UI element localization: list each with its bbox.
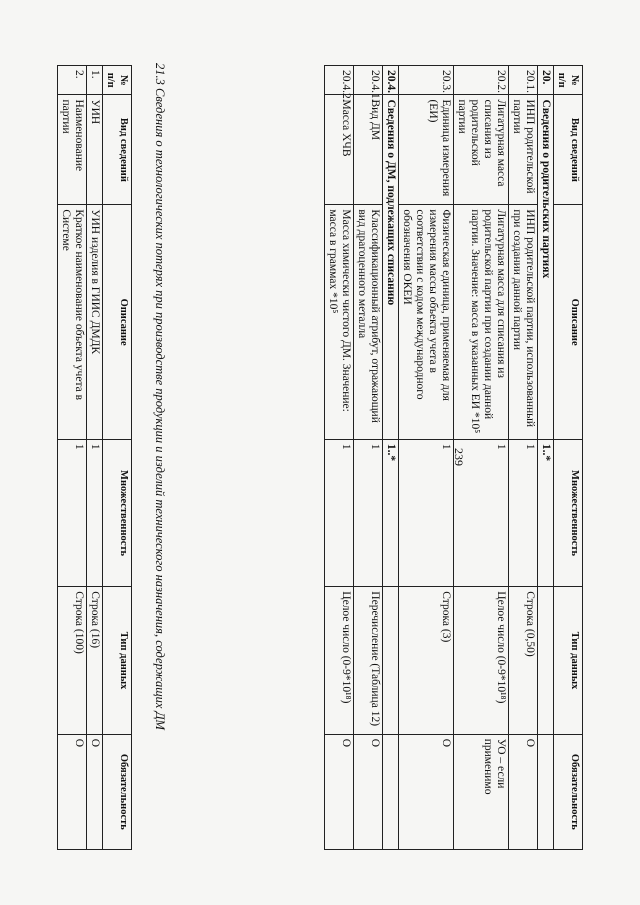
row-req xyxy=(538,734,554,849)
header-kind: Вид сведений xyxy=(554,95,583,205)
table-caption: 21.3 Сведения о технологических потерях при производстве продукции и изделий технического назначения, содержащих ДМ xyxy=(153,63,167,730)
row-num: 2. xyxy=(58,66,87,95)
section-title: Сведения о родительских партиях xyxy=(538,95,554,439)
row-mult: 1 xyxy=(509,439,538,586)
row-req: О xyxy=(58,734,87,849)
row-num: 20.4.1. xyxy=(354,66,383,95)
header-req: Обязательность xyxy=(554,734,583,849)
row-num: 20.4.2. xyxy=(325,66,354,95)
table-row xyxy=(538,66,554,850)
header-num: № п/п xyxy=(554,66,583,95)
header-desc: Описание xyxy=(554,205,583,440)
table-row xyxy=(87,66,103,850)
table-row xyxy=(399,66,454,850)
header-req: Обязательность xyxy=(103,734,132,849)
header-type: Тип данных xyxy=(103,587,132,734)
row-kind: ИНП родительской партии xyxy=(509,95,538,205)
page-number: 239 xyxy=(452,448,466,466)
row-type xyxy=(538,587,554,734)
row-num: 20.1. xyxy=(509,66,538,95)
row-desc: Лигатурная масса для списания из родительской партии при создании данной партии. Значение: масса в указанных ЕИ *10⁵ xyxy=(454,205,509,440)
row-num: 20.3. xyxy=(399,66,454,95)
section-title: Сведения о ДМ, подлежащих списанию xyxy=(383,95,399,439)
table-row xyxy=(354,66,383,850)
row-mult: 1..* xyxy=(538,439,554,586)
row-kind: УИН xyxy=(87,95,103,205)
row-req: О xyxy=(354,734,383,849)
row-desc: Масса химически чистого ДМ. Значение: масса в граммах *10⁵ xyxy=(325,205,354,440)
row-kind: Единица измерения (ЕИ) xyxy=(399,95,454,205)
row-req: О xyxy=(509,734,538,849)
parent-batches-table xyxy=(324,65,583,850)
table-header-row xyxy=(554,66,583,850)
row-mult: 1 xyxy=(58,439,87,586)
row-num: 1. xyxy=(87,66,103,95)
table-row xyxy=(58,66,87,850)
row-type: Перечисление (Таблица 12) xyxy=(354,587,383,734)
row-req: О xyxy=(399,734,454,849)
row-mult: 1 xyxy=(325,439,354,586)
row-req: О xyxy=(325,734,354,849)
row-num: 20.4. xyxy=(383,66,399,95)
row-type: Строка (0,50) xyxy=(509,587,538,734)
row-desc: Физическая единица, применяемая для измерения массы объекта учета в соответствии с кодом международного обозначения ОКЕИ xyxy=(399,205,454,440)
row-type: Строка (100) xyxy=(58,587,87,734)
row-type: Целое число (0-9*10¹⁸) xyxy=(454,587,509,734)
header-num: № п/п xyxy=(103,66,132,95)
header-kind: Вид сведений xyxy=(103,95,132,205)
row-desc: УИН изделия в ГИИС ДМДК xyxy=(87,205,103,440)
header-desc: Описание xyxy=(103,205,132,440)
row-mult: 1 xyxy=(454,439,509,586)
header-mult: Множественность xyxy=(554,439,583,586)
row-kind: Лигатурная масса списания из родительской партии xyxy=(454,95,509,205)
row-desc: ИНП родительской партии, использованный при создании данной партии xyxy=(509,205,538,440)
row-mult: 1..* xyxy=(383,439,399,586)
table-row xyxy=(454,66,509,850)
row-type: Строка (3) xyxy=(399,587,454,734)
row-type xyxy=(383,587,399,734)
row-req: О xyxy=(87,734,103,849)
row-type: Строка (16) xyxy=(87,587,103,734)
table-row xyxy=(509,66,538,850)
row-mult: 1 xyxy=(399,439,454,586)
row-mult: 1 xyxy=(87,439,103,586)
row-kind: Вид ДМ xyxy=(354,95,383,205)
header-type: Тип данных xyxy=(554,587,583,734)
table-row xyxy=(325,66,354,850)
row-mult: 1 xyxy=(354,439,383,586)
row-desc: Классификационный атрибут, отражающий вид драгоценного металла xyxy=(354,205,383,440)
header-mult: Множественность xyxy=(103,439,132,586)
row-req: УО – если применимо xyxy=(454,734,509,849)
table-header-row xyxy=(103,66,132,850)
table-row xyxy=(383,66,399,850)
row-num: 20. xyxy=(538,66,554,95)
row-desc: Краткое наименование объекта учета в Системе xyxy=(58,205,87,440)
row-kind: Масса ХЧВ xyxy=(325,95,354,205)
row-req xyxy=(383,734,399,849)
row-type: Целое число (0-9*10¹⁸) xyxy=(325,587,354,734)
row-num: 20.2. xyxy=(454,66,509,95)
technological-losses-table xyxy=(57,65,132,850)
row-kind: Наименование партии xyxy=(58,95,87,205)
